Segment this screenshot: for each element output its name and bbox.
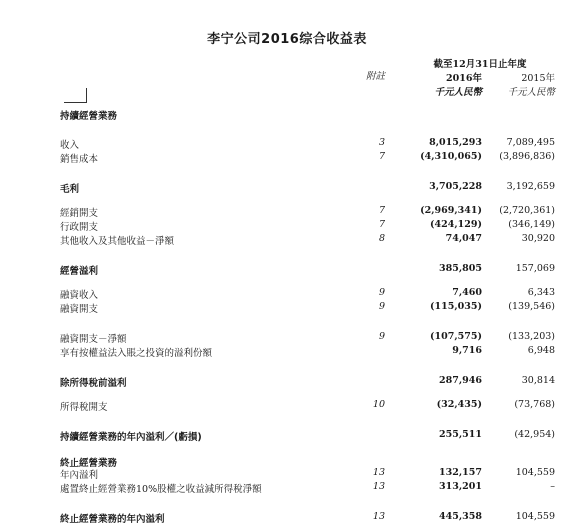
row-note: 7	[378, 219, 385, 230]
currency-current-header: 千元人民幣	[434, 87, 482, 98]
year-current-header: 2016年	[446, 73, 482, 84]
row-label: 終止經營業務	[60, 458, 118, 469]
row-note: 8	[378, 233, 385, 244]
row-note: 9	[378, 287, 385, 298]
year-prior-header: 2015年	[521, 73, 555, 84]
row-label: 除所得稅前溢利	[60, 378, 127, 389]
row-value-2016: 9,716	[452, 345, 482, 356]
row-label: 經營溢利	[60, 266, 99, 277]
table-row	[0, 301, 574, 315]
row-note: 3	[378, 137, 385, 148]
row-value-2015: (346,149)	[508, 219, 555, 230]
row-value-2015: (139,546)	[508, 301, 555, 312]
row-value-2015: 157,069	[515, 263, 555, 274]
row-value-2016: 385,805	[439, 263, 482, 274]
currency-prior-header: 千元人民幣	[507, 87, 555, 98]
row-value-2016: 3,705,228	[429, 181, 482, 192]
row-label: 收入	[60, 140, 80, 151]
row-label: 融資開支	[60, 304, 99, 315]
row-label: 融資開支－淨額	[60, 334, 127, 345]
row-value-2015: 6,948	[527, 345, 555, 356]
row-label: 毛利	[60, 184, 80, 195]
row-note: 10	[372, 399, 385, 410]
row-value-2015: 7,089,495	[506, 137, 555, 148]
row-label: 經銷開支	[60, 208, 99, 219]
row-value-2015: (133,203)	[508, 331, 555, 342]
row-value-2015: –	[550, 481, 555, 492]
row-value-2015: (2,720,361)	[499, 205, 555, 216]
note-column-header: 附註	[365, 71, 385, 82]
row-value-2016: 7,460	[452, 287, 482, 298]
row-value-2016: (424,129)	[430, 219, 482, 230]
table-row	[0, 233, 574, 247]
row-value-2015: 104,559	[515, 467, 555, 478]
table-row	[0, 429, 574, 443]
row-value-2016: (2,969,341)	[420, 205, 482, 216]
row-label: 所得稅開支	[60, 402, 108, 413]
table-row	[0, 467, 574, 481]
row-value-2016: (107,575)	[430, 331, 482, 342]
row-value-2016: 445,358	[439, 511, 482, 522]
row-label: 享有按權益法入賬之投資的溢利份額	[60, 348, 213, 359]
row-value-2015: 6,343	[527, 287, 555, 298]
corner-bracket-mark	[64, 88, 87, 103]
row-label: 年內溢利	[60, 470, 99, 481]
row-value-2016: 74,047	[445, 233, 482, 244]
table-row	[0, 481, 574, 495]
row-value-2015: 30,814	[521, 375, 555, 386]
table-row	[0, 511, 574, 525]
row-note: 13	[372, 511, 385, 522]
row-value-2016: (32,435)	[436, 399, 482, 410]
row-value-2015: (3,896,836)	[499, 151, 555, 162]
row-value-2015: 30,920	[521, 233, 555, 244]
row-value-2015: 104,559	[515, 511, 555, 522]
table-row	[0, 399, 574, 413]
row-value-2015: (73,768)	[514, 399, 555, 410]
row-label: 處置終止經營業務10%股權之收益減所得稅淨額	[60, 484, 262, 495]
row-value-2016: (4,310,065)	[420, 151, 482, 162]
table-row	[0, 137, 574, 151]
row-label: 其他收入及其他收益－淨額	[60, 236, 175, 247]
period-header: 截至12月31日止年度	[433, 59, 527, 70]
table-row	[0, 375, 574, 389]
row-value-2016: 313,201	[439, 481, 482, 492]
row-label: 融資收入	[60, 290, 99, 301]
statement-title: 李宁公司2016综合收益表	[207, 32, 367, 47]
table-row	[0, 263, 574, 277]
row-value-2016: 255,511	[439, 429, 482, 440]
table-row	[0, 205, 574, 219]
table-row	[0, 287, 574, 301]
table-row	[0, 331, 574, 345]
row-label: 銷售成本	[60, 154, 99, 165]
row-value-2015: (42,954)	[514, 429, 555, 440]
table-row	[0, 181, 574, 195]
row-label: 持續經營業務	[60, 111, 118, 122]
table-row	[0, 345, 574, 359]
table-row	[0, 219, 574, 233]
row-value-2016: 132,157	[439, 467, 482, 478]
row-label: 行政開支	[60, 222, 99, 233]
row-note: 13	[372, 481, 385, 492]
row-note: 9	[378, 301, 385, 312]
row-label: 持續經營業務的年內溢利／(虧損)	[60, 432, 202, 443]
row-value-2016: (115,035)	[430, 301, 482, 312]
row-note: 9	[378, 331, 385, 342]
table-row	[0, 151, 574, 165]
row-value-2015: 3,192,659	[506, 181, 555, 192]
row-value-2016: 8,015,293	[429, 137, 482, 148]
row-value-2016: 287,946	[439, 375, 482, 386]
row-label: 終止經營業務的年內溢利	[60, 514, 165, 525]
table-row	[0, 108, 574, 122]
row-note: 7	[378, 151, 385, 162]
row-note: 13	[372, 467, 385, 478]
row-note: 7	[378, 205, 385, 216]
